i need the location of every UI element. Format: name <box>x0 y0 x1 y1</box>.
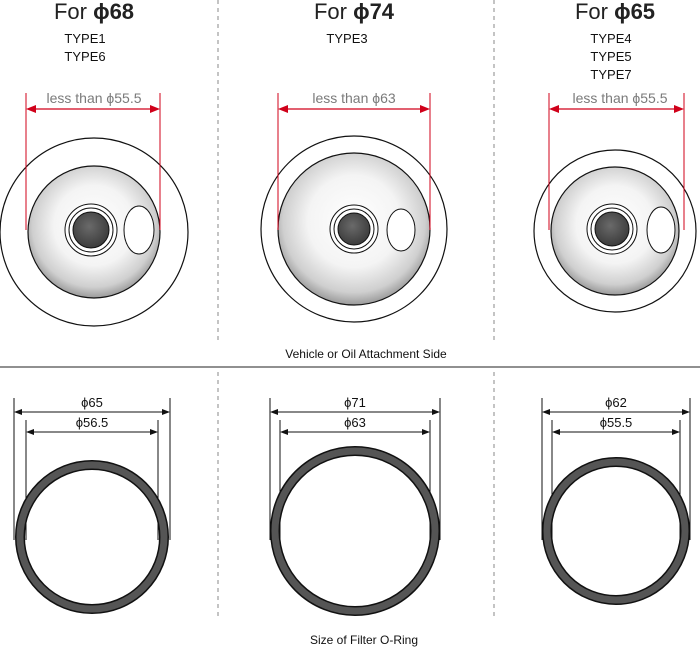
oil-port <box>124 206 154 254</box>
oring-outer-diameter: ϕ65 <box>81 395 103 410</box>
arrowhead-right <box>432 409 440 415</box>
column-phi74 <box>261 0 447 611</box>
arrowhead-right <box>672 429 680 435</box>
arrowhead-right <box>150 105 160 113</box>
arrowhead-right <box>420 105 430 113</box>
arrowhead-left <box>270 409 278 415</box>
arrowhead-left <box>278 105 288 113</box>
arrowhead-right <box>162 409 170 415</box>
type-label: TYPE6 <box>64 49 106 64</box>
oring-inner-diameter: ϕ55.5 <box>599 415 633 430</box>
arrowhead-right <box>150 429 158 435</box>
oring-highlight <box>275 451 435 611</box>
arrowhead-left <box>549 105 559 113</box>
oil-port <box>387 209 415 251</box>
arrowhead-right <box>422 429 430 435</box>
arrowhead-right <box>674 105 684 113</box>
bottom-section-caption: Size of Filter O-Ring <box>309 633 419 647</box>
arrowhead-left <box>14 409 22 415</box>
clearance-label: less than ϕ55.5 <box>46 90 142 106</box>
oil-port <box>647 207 675 253</box>
clearance-label: less than ϕ55.5 <box>572 90 668 106</box>
oring-highlight <box>547 462 685 600</box>
clearance-label: less than ϕ63 <box>312 90 396 106</box>
center-hole <box>595 212 629 246</box>
center-hole <box>338 213 370 245</box>
oring-highlight <box>20 465 164 609</box>
type-label: TYPE5 <box>590 49 632 64</box>
oring-inner-diameter: ϕ56.5 <box>75 415 109 430</box>
arrowhead-left <box>26 105 36 113</box>
type-label: TYPE3 <box>326 31 368 46</box>
oring-outer-diameter: ϕ71 <box>344 395 366 410</box>
type-label: TYPE1 <box>64 31 106 46</box>
column-phi65 <box>534 0 696 600</box>
arrowhead-left <box>280 429 288 435</box>
column-phi68 <box>0 0 188 609</box>
column-title: For ϕ74 <box>313 0 395 24</box>
arrowhead-left <box>26 429 34 435</box>
arrowhead-left <box>542 409 550 415</box>
type-label: TYPE7 <box>590 67 632 82</box>
type-label: TYPE4 <box>590 31 632 46</box>
top-section-caption: Vehicle or Oil Attachment Side <box>285 347 447 361</box>
column-title: For ϕ68 <box>53 0 135 24</box>
arrowhead-left <box>552 429 560 435</box>
oring-inner-diameter: ϕ63 <box>344 415 366 430</box>
oring-outer-diameter: ϕ62 <box>605 395 627 410</box>
center-hole <box>73 212 109 248</box>
arrowhead-right <box>682 409 690 415</box>
column-title: For ϕ65 <box>574 0 656 24</box>
